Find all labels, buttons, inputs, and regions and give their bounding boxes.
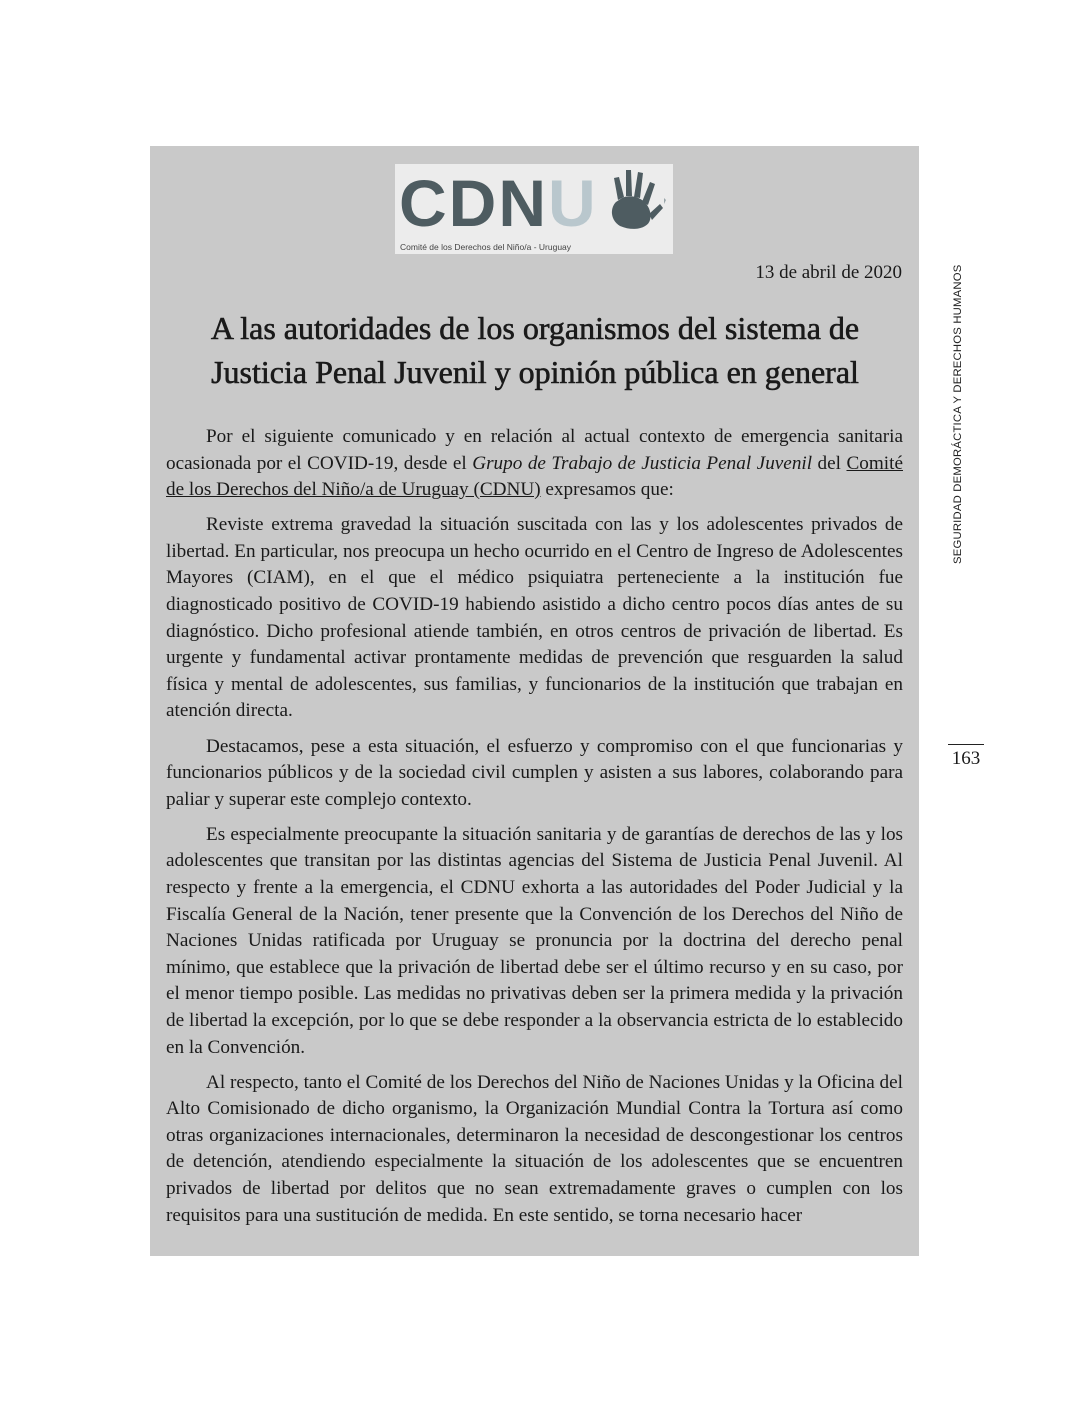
- title-line-1: A las autoridades de los organismos del sistema de: [210, 310, 860, 346]
- committee-name: Comité de los Derechos del Niño/a de Uruguay (CDNU): [166, 452, 903, 501]
- paragraph-2: Reviste extrema gravedad la situación suscitada con las y los adolescentes privados de libertad. En particular, nos preocupa un hecho ocurrido en el Centro de Ingreso de Adolescentes Mayores (CIAM), en el que el médico psiquiatra perteneciente a la institución fue diagnosticado positivo de COVID-19 habiendo asistido a dicho centro pocos días antes de su diagnóstico. Dicho profesional atiende también, en otros centros de privación de libertad. Es urgente y fundamental activar prontamente medidas de prevención que resguarden la salud física y mental de adolescentes, sus familias, y funcionarios de la institución que trabajan en atención directa.: [166, 514, 903, 722]
- page-number: 163: [948, 744, 984, 770]
- working-group-name: Grupo de Trabajo de Justicia Penal Juvenil: [472, 452, 813, 474]
- paragraph-5: Al respecto, tanto el Comité de los Derechos del Niño de Naciones Unidas y la Oficina del Alto Comisionado de dicho organismo, la Organización Mundial Contra la Tortura así como otras organizaciones internacionales, determinaron la necesidad de descongestionar los centros de detención, atendiendo especialmente la situación de los adolescentes que se encuentren privados de libertad por delitos que no sean extremadamente graves o cumplen con los requisitos para una sustitución de medida. En este sentido, se torna necesario hacer: [166, 1071, 903, 1226]
- hand-print-icon: [600, 164, 672, 236]
- logo-wordmark: CDNU: [399, 166, 598, 240]
- logo-subtitle: Comité de los Derechos del Niño/a - Uruguay: [400, 242, 572, 252]
- paragraph-3: Destacamos, pese a esta situación, el esfuerzo y compromiso con el que funcionarias y funcionarios públicos y de la sociedad civil cumplen y asisten a sus labores, colaborando para paliar y superar este complejo contexto.: [166, 735, 903, 810]
- running-head: SEGURIDAD DEMORÁCTICA Y DERECHOS HUMANOS: [952, 264, 964, 564]
- paragraph-4: Es especialmente preocupante la situación sanitaria y de garantías de derechos de las y los adolescentes que transitan por las distintas agencias del Sistema de Justicia Penal Juvenil. Al respecto y frente a la emergencia, el CDNU exhorta a las autoridades del Poder Judicial y la Fiscalía General de la Nación, tener presente que la Convención de los Derechos del Niño de Naciones Unidas ratificada por Uruguay se pronuncia por la doctrina del derecho penal mínimo, que establece que la privación de libertad debe ser el último recurso y en su caso, por el menor tiempo posible. Las medidas no privativas deben ser la primera medida y la privación de libertad la excepción, por lo que se debe responder a la observancia estricta de lo establecido en la Convención.: [166, 823, 903, 1058]
- document-date: 13 de abril de 2020: [755, 262, 902, 283]
- document-title: [160, 306, 910, 394]
- paragraph-1: Por el siguiente comunicado y en relación al actual contexto de emergencia sanitaria ocasionada por el COVID-19, desde el Grupo de Trabajo de Justicia Penal Juvenil del Comité de los Derechos del Niño/a de Uruguay (CDNU) expresamos que:: [166, 426, 903, 501]
- title-line-2: Justicia Penal Juvenil y opinión pública en general: [211, 354, 859, 390]
- document-body: [166, 424, 903, 1229]
